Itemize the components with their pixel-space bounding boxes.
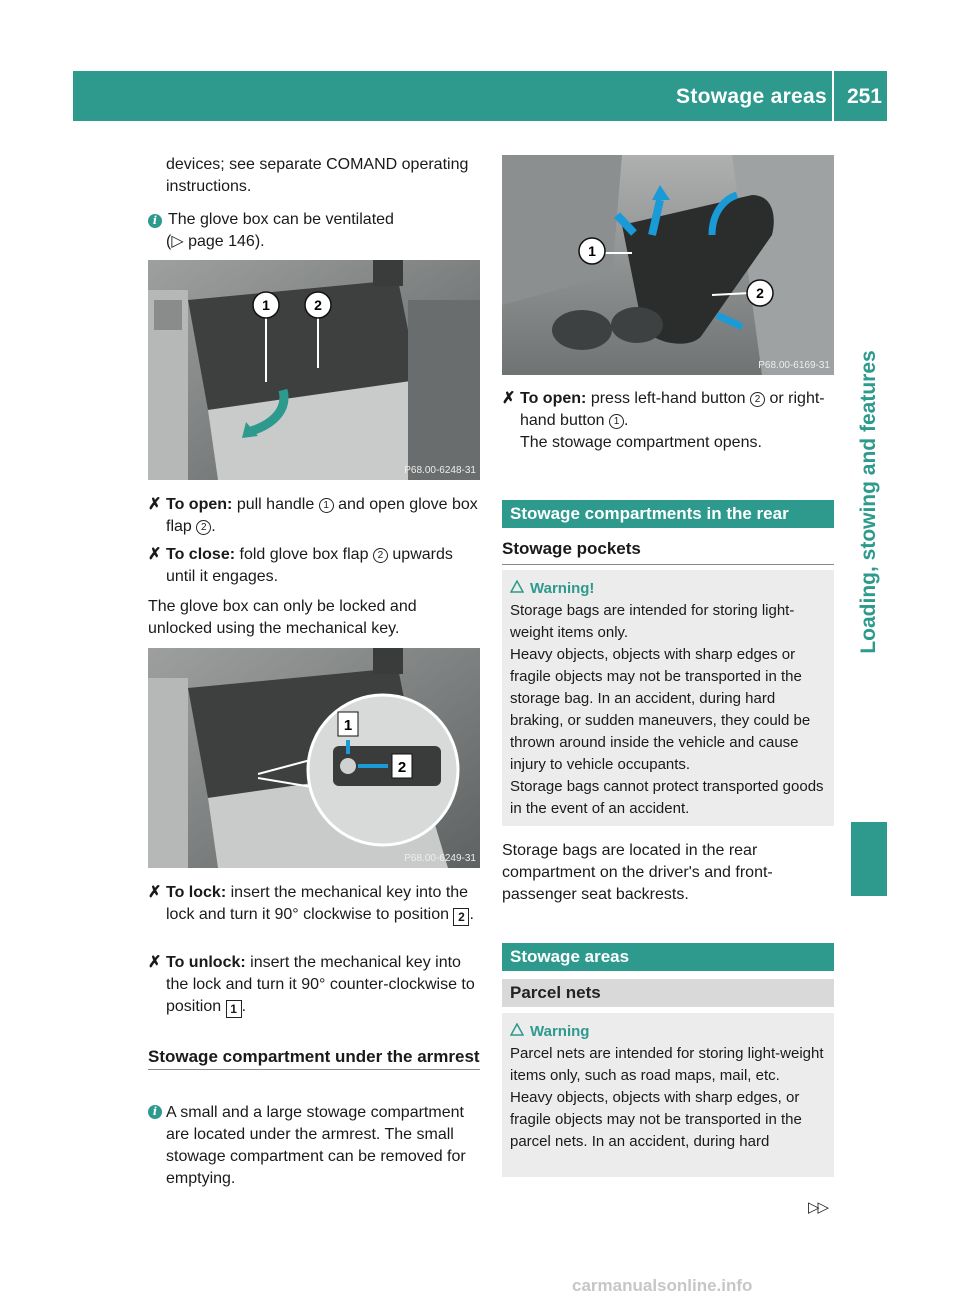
- image-caption: P68.00-6249-31: [404, 853, 476, 864]
- side-chapter-label: Loading, stowing and features: [857, 350, 880, 654]
- side-chapter-tab: [851, 122, 887, 822]
- warning-text: Heavy objects, objects with sharp edges or fragile objects may not be transported in the storage bag. In an accident, during hard braking, or sudden maneuvers, they could be thrown around inside the vehicle and cause injury to vehicle occupants.: [510, 646, 811, 773]
- warning-box-storage-bags: [502, 570, 834, 826]
- step-label: To open:: [166, 496, 233, 513]
- ref-circle-1: 1: [319, 498, 334, 513]
- svg-text:2: 2: [397, 759, 407, 776]
- side-tab-block: [851, 822, 887, 896]
- image-caption: P68.00-6169-31: [758, 360, 830, 371]
- warning-icon: [510, 1021, 524, 1043]
- warning-box-parcel-nets: [502, 1013, 834, 1177]
- step-lock: ✗ To lock: insert the mechanical key into the lock and turn it 90° clockwise to position 2 .: [148, 884, 474, 924]
- header-divider: [832, 71, 834, 121]
- step-text: or right-hand button: [520, 390, 825, 429]
- position-2-marker: 2: [453, 908, 469, 926]
- watermark: carmanualsonline.info: [572, 1276, 753, 1295]
- continue-icon: ▷▷: [808, 1199, 828, 1216]
- svg-text:1: 1: [343, 717, 353, 734]
- svg-text:1: 1: [262, 297, 270, 313]
- step-label: To unlock:: [166, 954, 246, 971]
- warning-title: [510, 578, 826, 600]
- warning-text: Heavy objects, objects with sharp edges, or fragile objects may not be transported in the parcel nets. In an accident, during hard: [510, 1089, 802, 1150]
- step-text: insert the mechanical key into the lock and turn it 90° counter-clockwise to position: [166, 954, 475, 1015]
- svg-text:1: 1: [588, 243, 596, 259]
- step-text: insert the mechanical key into the lock and turn it 90° clockwise to position: [166, 884, 469, 923]
- step-unlock: ✗ To unlock: insert the mechanical key into the lock and turn it 90° counter-clockwise to position 1 .: [148, 954, 475, 1016]
- heading-armrest: Stowage compartment under the armrest: [148, 1046, 480, 1070]
- step-text: fold glove box flap: [239, 546, 369, 563]
- ref-circle-1: 1: [609, 414, 624, 429]
- note-ventilated-ref[interactable]: (▷ page 146).: [166, 233, 265, 250]
- svg-text:2: 2: [756, 285, 764, 301]
- intro-text: devices; see separate COMAND operating instructions.: [166, 156, 469, 195]
- para-storage-bags: Storage bags are located in the rear compartment on the driver's and front-passenger seat backrests.: [502, 842, 773, 903]
- note-ventilated: [148, 209, 478, 253]
- para-lock-info: The glove box can only be locked and unlocked using the mechanical key.: [148, 598, 417, 637]
- svg-text:2: 2: [314, 297, 322, 313]
- step-label: To open:: [520, 390, 587, 407]
- image-caption: P68.00-6248-31: [404, 465, 476, 476]
- warning-title-text: Warning!: [530, 580, 595, 597]
- warning-text: Storage bags are intended for storing light-weight items only.: [510, 602, 795, 641]
- ref-circle-2: 2: [373, 548, 388, 563]
- position-1-marker: 1: [226, 1000, 242, 1018]
- header-title: Stowage areas: [676, 85, 827, 108]
- page-number: 251: [846, 85, 882, 108]
- info-icon: i: [148, 214, 162, 228]
- step-open-armrest: ✗ To open: press left-hand button 2 or right-hand button 1 . The stowage compartment opens.: [502, 390, 825, 451]
- step-label: To lock:: [166, 884, 227, 901]
- note-armrest: [148, 1102, 482, 1190]
- glovebox-lock-illustration: [148, 648, 480, 868]
- step-result: The stowage compartment opens.: [520, 434, 762, 451]
- subsection-parcel-nets: Parcel nets: [502, 979, 834, 1007]
- info-icon: i: [148, 1105, 162, 1119]
- warning-text: Storage bags cannot protect transported goods in the event of an accident.: [510, 778, 824, 817]
- warning-icon: [510, 578, 524, 600]
- step-open-glovebox: ✗ To open: pull handle 1 and open glove box flap 2 .: [148, 496, 478, 535]
- warning-title-text: Warning: [530, 1023, 590, 1040]
- armrest-illustration: [502, 155, 834, 375]
- glovebox-lock-photo: [148, 648, 480, 868]
- step-label: To close:: [166, 546, 236, 563]
- warning-text: Parcel nets are intended for storing light-weight items only, such as road maps, mail, etc.: [510, 1045, 824, 1084]
- step-text: upwards until it engages.: [166, 546, 453, 585]
- heading-stowage-pockets: Stowage pockets: [502, 538, 834, 565]
- note-armrest-text: A small and a large stowage compartment are located under the armrest. The small stowage compartment can be removed for emptying.: [166, 1104, 466, 1187]
- ref-circle-2: 2: [750, 392, 765, 407]
- step-close-glovebox: ✗ To close: fold glove box flap 2 upwards until it engages.: [148, 546, 453, 585]
- glovebox-illustration: [148, 260, 480, 480]
- note-ventilated-text: The glove box can be ventilated: [168, 211, 394, 228]
- armrest-photo: [502, 155, 834, 375]
- page-header: [73, 71, 887, 121]
- ref-circle-2: 2: [196, 520, 211, 535]
- step-text: press left-hand button: [590, 390, 746, 407]
- step-text: pull handle: [236, 496, 315, 513]
- glovebox-photo: [148, 260, 480, 480]
- section-stowage-areas: Stowage areas: [502, 943, 834, 971]
- warning-title: [510, 1021, 826, 1043]
- section-rear: Stowage compartments in the rear: [502, 500, 834, 528]
- step-text: and open glove box flap: [166, 496, 478, 535]
